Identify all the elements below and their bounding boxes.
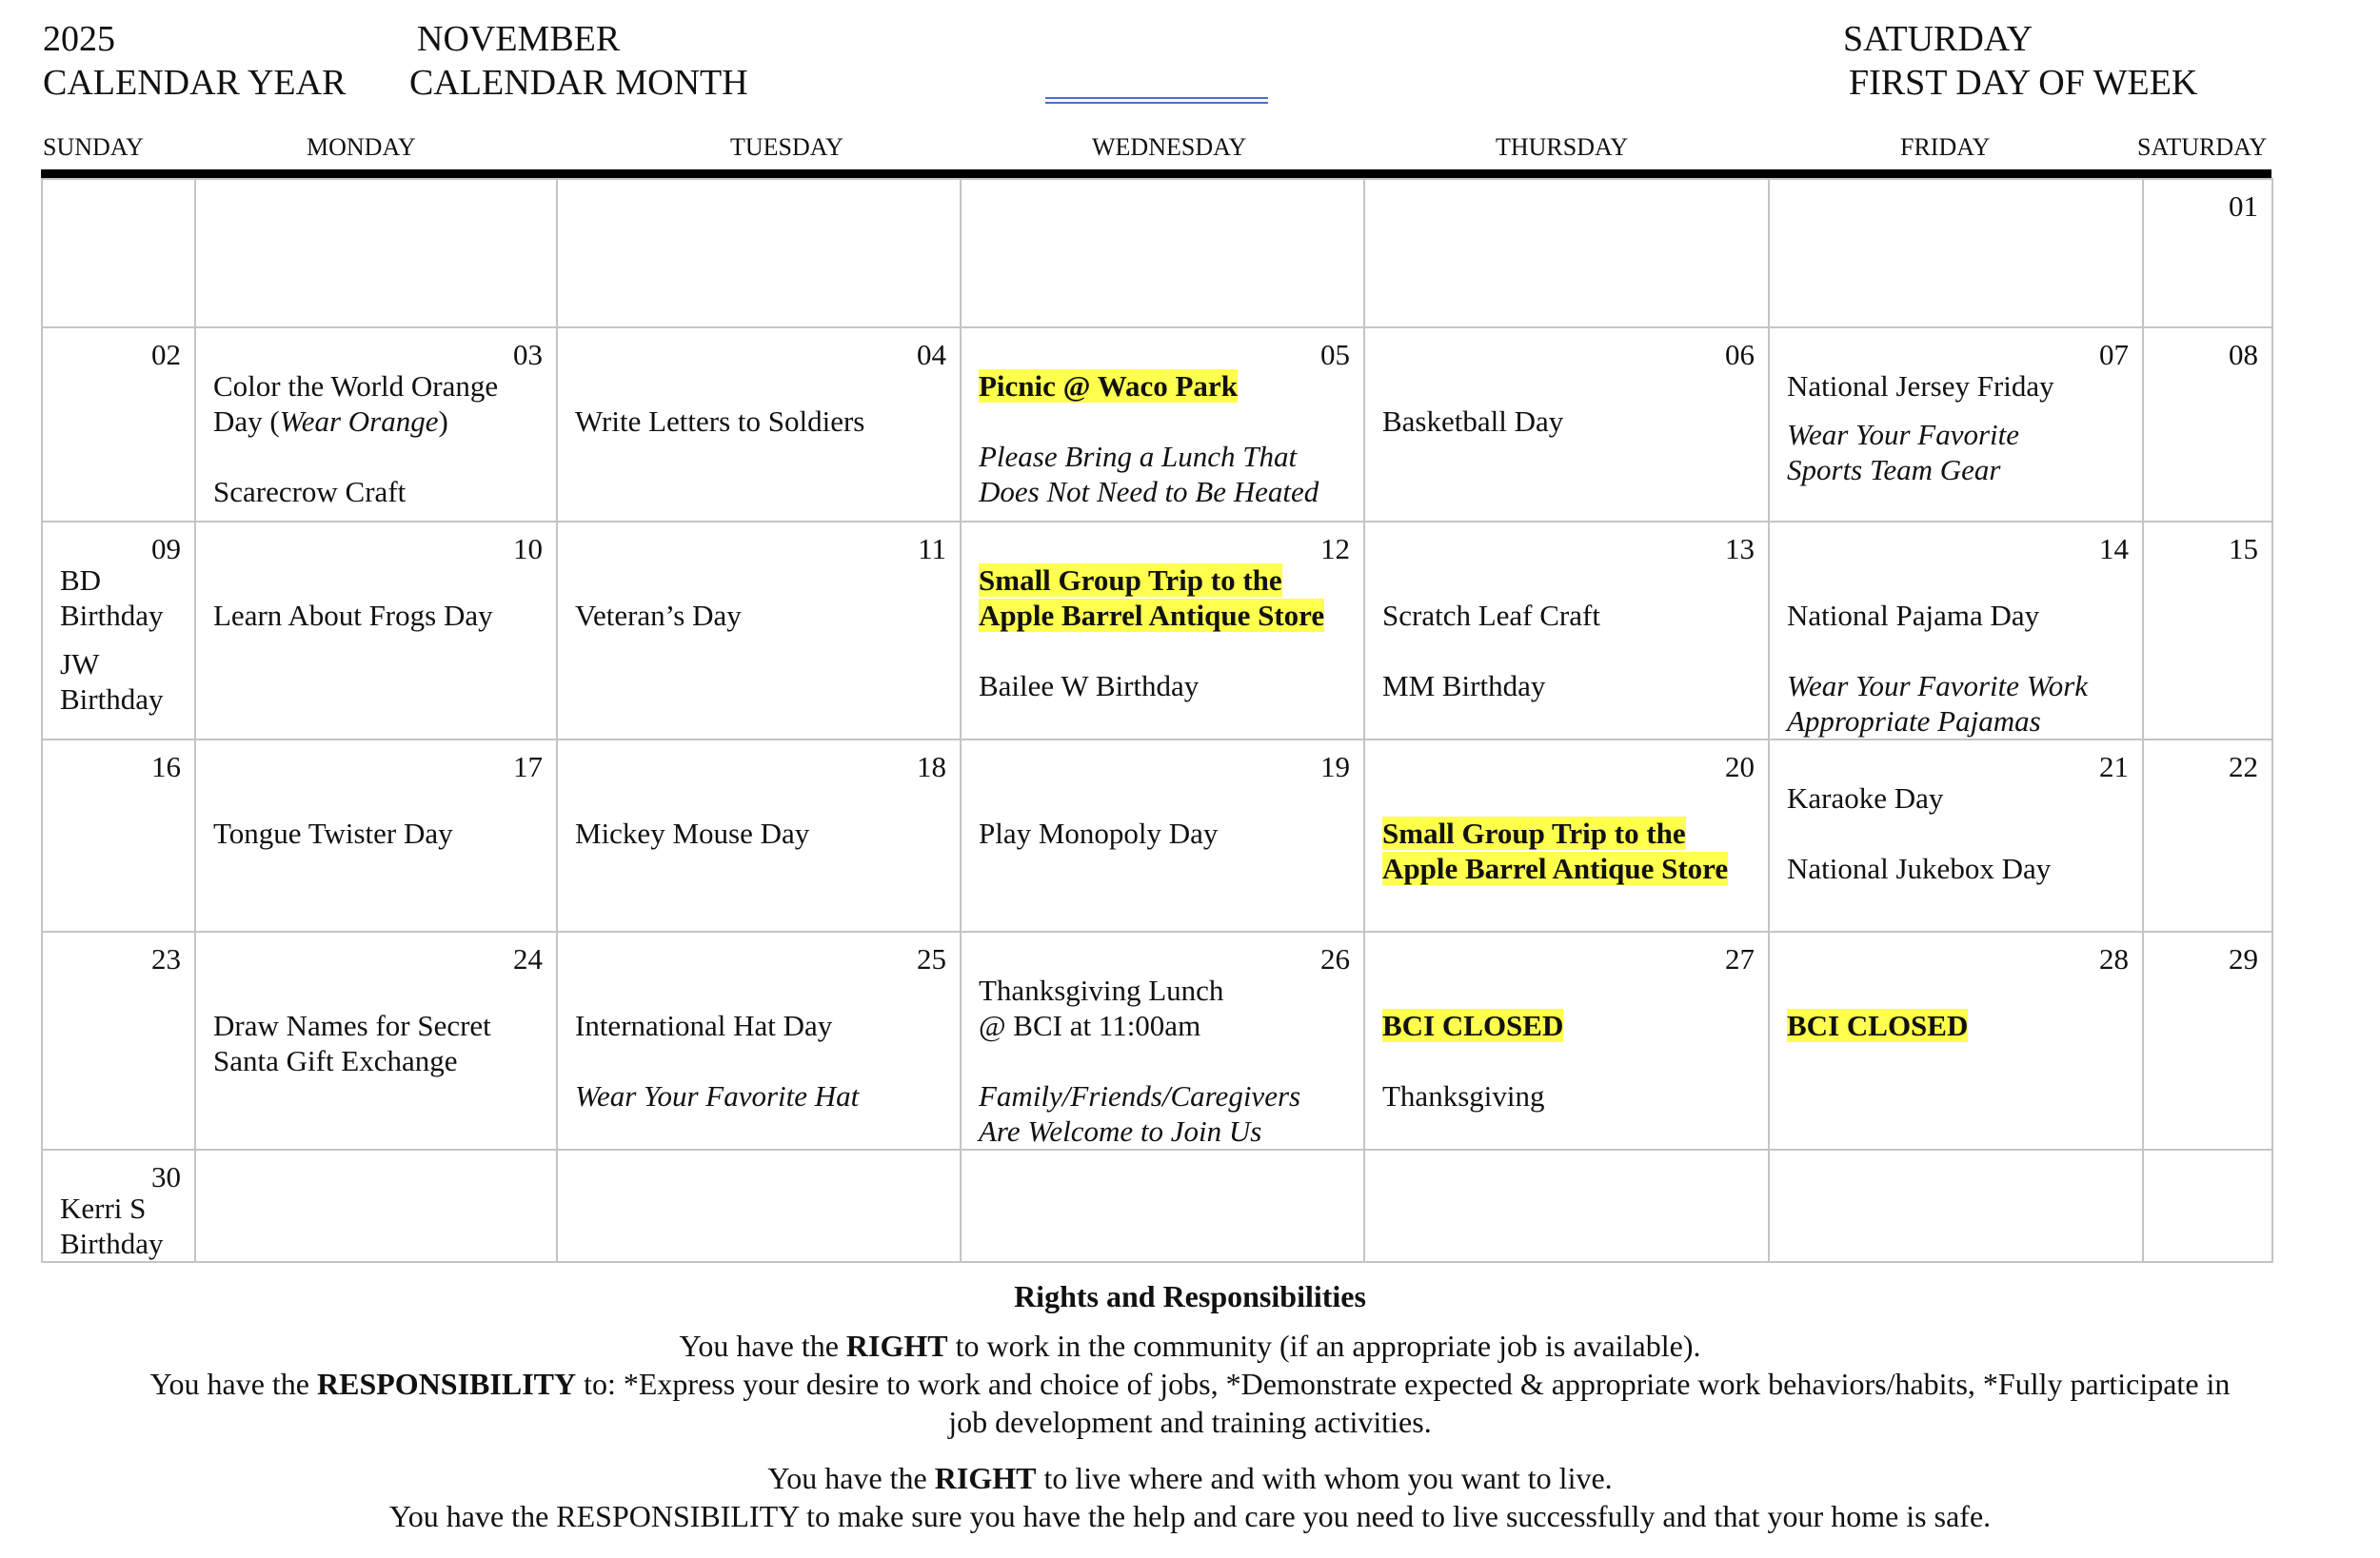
day-number: 16: [151, 750, 181, 783]
day-events: [2144, 1151, 2271, 1191]
event-line: [979, 598, 1354, 633]
calendar-day-cell-saturday: [2143, 1150, 2272, 1262]
event-text: Wear Your Favorite Hat: [575, 1079, 860, 1113]
calendar-day-cell-friday: [1769, 179, 2143, 327]
day-number: 18: [917, 750, 946, 783]
event-spacer: [1382, 780, 1758, 816]
event-text: Karaoke Day: [1787, 781, 1944, 815]
event-line: [1787, 1008, 2132, 1043]
event-line: [213, 1043, 546, 1078]
calendar-year-label: CALENDAR YEAR: [43, 63, 347, 103]
event-line: [979, 1114, 1354, 1149]
event-text: Birthday: [60, 599, 164, 632]
day-number: 05: [1320, 338, 1350, 371]
day-events: [558, 523, 960, 633]
work-responsibility-line: [0, 1365, 2380, 1403]
event-spacer: [979, 780, 1354, 816]
event-line: [575, 1008, 950, 1043]
calendar-day-cell-thursday: [1364, 179, 1769, 327]
day-events: [1365, 180, 1768, 220]
calendar-day-cell-thursday: [1364, 932, 1769, 1150]
event-text: International Hat Day: [575, 1009, 833, 1042]
weekday-tuesday: TUESDAY: [730, 133, 843, 161]
calendar-day-cell-monday: [195, 932, 557, 1150]
calendar-day-cell-friday: [1769, 1150, 2143, 1262]
day-events: [196, 933, 556, 1078]
event-line: [1787, 668, 2132, 703]
calendar-day-cell-saturday: [2143, 932, 2272, 1150]
event-line: [979, 816, 1354, 851]
event-line: [575, 816, 950, 851]
event-line: [575, 404, 950, 439]
event-spacer: [1787, 404, 2132, 417]
day-number: 29: [2229, 942, 2258, 976]
event-line: [1787, 780, 2132, 816]
living-right-line: [0, 1459, 2380, 1497]
event-line: [60, 1191, 185, 1226]
work-right-bold: RIGHT: [845, 1329, 948, 1363]
day-events: [558, 180, 960, 220]
event-spacer: [1787, 562, 2132, 598]
event-spacer: [575, 780, 950, 816]
event-line: [1787, 851, 2132, 886]
weekday-divider: [41, 169, 2271, 178]
event-text: Appropriate Pajamas: [1787, 704, 2041, 738]
calendar-week-row: [42, 740, 2272, 932]
day-number: 12: [1320, 532, 1350, 565]
day-events: [1770, 933, 2142, 1043]
day-events: [558, 740, 960, 851]
day-events: [1770, 180, 2142, 220]
event-spacer: [1787, 633, 2132, 668]
day-number: 17: [513, 750, 543, 783]
highlighted-event-text: Apple Barrel Antique Store: [979, 599, 1325, 632]
day-number: 28: [2099, 942, 2129, 976]
work-resp-pre: You have the: [149, 1367, 317, 1401]
event-line: [979, 368, 1354, 404]
day-number: 24: [513, 942, 543, 976]
event-line: [979, 1008, 1354, 1043]
day-events: [196, 523, 556, 633]
day-events: [196, 740, 556, 851]
day-events: [558, 328, 960, 439]
event-line: [979, 439, 1354, 474]
event-text: Learn About Frogs Day: [213, 599, 493, 632]
day-events: [196, 328, 556, 509]
header-double-underline: [1045, 97, 1268, 104]
day-number: 11: [918, 532, 946, 565]
weekday-thursday: THURSDAY: [1496, 133, 1629, 161]
work-resp-post: to: *Express your desire to work and choice of jobs, *Demonstrate expected & appropriate work behaviors/habits, *Fully participate in: [576, 1367, 2231, 1401]
day-events: [1365, 740, 1768, 886]
calendar-day-cell-monday: [195, 740, 557, 932]
calendar-month-label: CALENDAR MONTH: [409, 63, 748, 103]
event-spacer: [1382, 1043, 1758, 1078]
event-text: Scratch Leaf Craft: [1382, 599, 1600, 632]
day-number: 15: [2229, 532, 2258, 565]
work-right-line: [0, 1327, 2380, 1365]
event-line: [60, 646, 185, 681]
event-line: [575, 598, 950, 633]
event-spacer: [213, 562, 546, 598]
event-line: [979, 562, 1354, 598]
event-spacer: [575, 368, 950, 404]
event-line: [60, 681, 185, 717]
event-text: Please Bring a Lunch That: [979, 440, 1298, 473]
rights-section: [0, 1277, 2380, 1315]
event-text: National Jersey Friday: [1787, 369, 2054, 403]
event-line: [1787, 703, 2132, 739]
event-spacer: [979, 404, 1354, 439]
event-text: Birthday: [60, 682, 164, 716]
event-text: Sports Team Gear: [1787, 453, 2001, 486]
rights-paragraph-living: [0, 1459, 2380, 1535]
highlighted-event-text: Apple Barrel Antique Store: [1382, 852, 1729, 885]
work-responsibility-line-2: job development and training activities.: [948, 1405, 1432, 1439]
event-text: Wear Your Favorite Work: [1787, 669, 2089, 702]
calendar-day-cell-wednesday: [961, 932, 1364, 1150]
event-line: [1382, 1078, 1758, 1114]
event-line: [575, 1078, 950, 1114]
calendar-day-cell-wednesday: [961, 327, 1364, 522]
calendar-day-cell-tuesday: [557, 932, 961, 1150]
calendar-day-cell-tuesday: [557, 1150, 961, 1262]
event-line: [1382, 1008, 1758, 1043]
calendar-day-cell-tuesday: [557, 179, 961, 327]
day-events: [1770, 523, 2142, 739]
calendar-day-cell-wednesday: [961, 740, 1364, 932]
rights-paragraph-work: [0, 1327, 2380, 1441]
event-text-italic: Wear Orange: [279, 404, 439, 438]
event-text: Play Monopoly Day: [979, 817, 1219, 850]
event-spacer: [60, 633, 185, 646]
calendar-day-cell-tuesday: [557, 740, 961, 932]
day-events: [962, 1151, 1363, 1191]
event-spacer: [1382, 368, 1758, 404]
event-line: [1787, 598, 2132, 633]
event-spacer: [575, 973, 950, 1008]
event-spacer: [979, 1043, 1354, 1078]
day-events: [196, 180, 556, 220]
weekday-sunday: SUNDAY: [43, 133, 144, 161]
day-events: [1770, 740, 2142, 886]
event-text: Are Welcome to Join Us: [979, 1114, 1262, 1148]
event-text: @ BCI at 11:00am: [979, 1009, 1201, 1042]
calendar-day-cell-friday: [1769, 327, 2143, 522]
event-line: [1382, 668, 1758, 703]
work-resp-bold: RESPONSIBILITY: [317, 1367, 577, 1401]
calendar-day-cell-thursday: [1364, 327, 1769, 522]
event-line: [1382, 404, 1758, 439]
calendar-day-cell-sunday: [42, 179, 195, 327]
event-spacer: [979, 633, 1354, 668]
event-line: [60, 1226, 185, 1261]
day-events: [1770, 1151, 2142, 1191]
day-events: [1770, 328, 2142, 487]
day-number: 19: [1320, 750, 1350, 783]
weekday-saturday: SATURDAY: [2137, 133, 2268, 161]
event-text: Scarecrow Craft: [213, 475, 407, 508]
living-right-post: to live where and with whom you want to live.: [1036, 1461, 1613, 1495]
day-events: [1365, 523, 1768, 703]
calendar-day-cell-sunday: [42, 932, 195, 1150]
day-events: [1365, 328, 1768, 439]
event-text: Wear Your Favorite: [1787, 418, 2020, 451]
day-number: 23: [151, 942, 181, 976]
calendar-week-row: [42, 179, 2272, 327]
day-number: 20: [1725, 750, 1755, 783]
event-text: National Jukebox Day: [1787, 852, 2052, 885]
weekday-monday: MONDAY: [307, 133, 416, 161]
day-events: [558, 1151, 960, 1191]
event-line: [213, 404, 546, 439]
event-line: [1382, 851, 1758, 886]
calendar-day-cell-thursday: [1364, 1150, 1769, 1262]
event-line: [979, 474, 1354, 509]
day-number: 08: [2229, 338, 2258, 371]
event-line: [1787, 417, 2132, 452]
day-number: 02: [151, 338, 181, 371]
day-number: 30: [151, 1160, 181, 1193]
event-line: [213, 474, 546, 509]
event-spacer: [213, 780, 546, 816]
day-events: [962, 523, 1363, 703]
calendar-day-cell-monday: [195, 1150, 557, 1262]
event-text: Kerri S: [60, 1192, 147, 1225]
event-line: [1382, 598, 1758, 633]
event-text: Santa Gift Exchange: [213, 1044, 458, 1077]
day-events: [962, 180, 1363, 220]
event-line: [213, 598, 546, 633]
day-number: 14: [2099, 532, 2129, 565]
weekday-friday: FRIDAY: [1900, 133, 1991, 161]
event-spacer: [1787, 973, 2132, 1008]
event-spacer: [575, 1043, 950, 1078]
calendar-day-cell-monday: [195, 522, 557, 740]
day-number: 22: [2229, 750, 2258, 783]
event-line: [979, 1078, 1354, 1114]
event-spacer: [1382, 562, 1758, 598]
highlighted-event-text: Small Group Trip to the: [1382, 817, 1686, 850]
day-number: 04: [917, 338, 946, 371]
highlighted-event-text: BCI CLOSED: [1787, 1009, 1969, 1042]
calendar-day-cell-friday: [1769, 932, 2143, 1150]
event-text: Draw Names for Secret: [213, 1009, 491, 1042]
event-text: MM Birthday: [1382, 669, 1546, 702]
calendar-week-row: [42, 522, 2272, 740]
event-text: Birthday: [60, 1227, 164, 1260]
event-text: Day (: [213, 404, 280, 438]
event-spacer: [1382, 973, 1758, 1008]
day-events: [558, 933, 960, 1114]
event-text: Family/Friends/Caregivers: [979, 1079, 1301, 1113]
event-line: [213, 368, 546, 404]
calendar-day-cell-thursday: [1364, 522, 1769, 740]
event-text: Thanksgiving: [1382, 1079, 1545, 1113]
event-text: Tongue Twister Day: [213, 817, 453, 850]
calendar-day-cell-wednesday: [961, 522, 1364, 740]
calendar-day-cell-saturday: [2143, 327, 2272, 522]
day-events: [43, 180, 194, 220]
first-day-of-week-label: FIRST DAY OF WEEK: [1849, 63, 2198, 103]
event-text: Mickey Mouse Day: [575, 817, 810, 850]
event-spacer: [213, 439, 546, 474]
day-number: 26: [1320, 942, 1350, 976]
event-line: [979, 668, 1354, 703]
work-right-post: to work in the community (if an appropriate job is available).: [947, 1329, 1701, 1363]
calendar-day-cell-sunday: [42, 740, 195, 932]
event-line: [213, 816, 546, 851]
day-number: 27: [1725, 942, 1755, 976]
day-events: [962, 933, 1363, 1149]
day-number: 21: [2099, 750, 2129, 783]
day-number: 01: [2229, 189, 2258, 223]
calendar-day-cell-monday: [195, 327, 557, 522]
calendar-day-cell-monday: [195, 179, 557, 327]
calendar-day-cell-friday: [1769, 522, 2143, 740]
calendar-year: 2025: [43, 19, 115, 59]
event-spacer: [1787, 816, 2132, 851]
calendar-day-cell-wednesday: [961, 179, 1364, 327]
day-number: 13: [1725, 532, 1755, 565]
event-spacer: [213, 973, 546, 1008]
calendar-day-cell-sunday: [42, 522, 195, 740]
calendar-grid: [41, 178, 2273, 1263]
day-events: [1365, 1151, 1768, 1191]
living-responsibility-line: You have the RESPONSIBILITY to make sure you have the help and care you need to live successfully and that your home is safe.: [388, 1499, 1992, 1533]
event-line: [979, 973, 1354, 1008]
work-right-pre: You have the: [679, 1329, 846, 1363]
highlighted-event-text: Picnic @ Waco Park: [979, 369, 1238, 403]
highlighted-event-text: BCI CLOSED: [1382, 1009, 1564, 1042]
day-events: [962, 740, 1363, 851]
calendar-day-cell-tuesday: [557, 522, 961, 740]
calendar-day-cell-tuesday: [557, 327, 961, 522]
calendar-day-cell-sunday: [42, 327, 195, 522]
highlighted-event-text: Small Group Trip to the: [979, 563, 1282, 597]
calendar-week-row: [42, 1150, 2272, 1262]
calendar-month: NOVEMBER: [417, 19, 621, 59]
event-text-suffix: ): [438, 404, 448, 438]
event-spacer: [575, 562, 950, 598]
weekday-wednesday: WEDNESDAY: [1092, 133, 1247, 161]
day-number: 10: [513, 532, 543, 565]
event-text: Veteran’s Day: [575, 599, 742, 632]
event-line: [60, 598, 185, 633]
event-line: [1787, 368, 2132, 404]
living-right-bold: RIGHT: [934, 1461, 1037, 1495]
event-text: National Pajama Day: [1787, 599, 2040, 632]
event-text: Thanksgiving Lunch: [979, 974, 1224, 1007]
first-day-of-week: SATURDAY: [1843, 19, 2033, 59]
day-events: [196, 1151, 556, 1191]
day-number: 09: [151, 532, 181, 565]
day-number: 06: [1725, 338, 1755, 371]
calendar-week-row: [42, 327, 2272, 522]
event-line: [60, 562, 185, 598]
event-text: JW: [60, 647, 100, 680]
day-number: 25: [917, 942, 946, 976]
living-right-pre: You have the: [767, 1461, 935, 1495]
event-text: BD: [60, 563, 102, 597]
event-text: Write Letters to Soldiers: [575, 404, 865, 438]
calendar-day-cell-wednesday: [961, 1150, 1364, 1262]
event-text: Basketball Day: [1382, 404, 1564, 438]
day-number: 03: [513, 338, 543, 371]
event-line: [213, 1008, 546, 1043]
event-text: Color the World Orange: [213, 369, 499, 403]
day-number: 07: [2099, 338, 2129, 371]
calendar-day-cell-saturday: [2143, 740, 2272, 932]
event-text: Does Not Need to Be Heated: [979, 475, 1319, 508]
event-line: [1787, 452, 2132, 487]
calendar-day-cell-friday: [1769, 740, 2143, 932]
event-spacer: [1382, 633, 1758, 668]
day-events: [962, 328, 1363, 509]
rights-title: Rights and Responsibilities: [1014, 1279, 1366, 1313]
calendar-day-cell-saturday: [2143, 522, 2272, 740]
event-line: [1382, 816, 1758, 851]
calendar-day-cell-saturday: [2143, 179, 2272, 327]
day-events: [1365, 933, 1768, 1114]
calendar-week-row: [42, 932, 2272, 1150]
event-text: Bailee W Birthday: [979, 669, 1200, 702]
calendar-day-cell-thursday: [1364, 740, 1769, 932]
calendar-day-cell-sunday: [42, 1150, 195, 1262]
